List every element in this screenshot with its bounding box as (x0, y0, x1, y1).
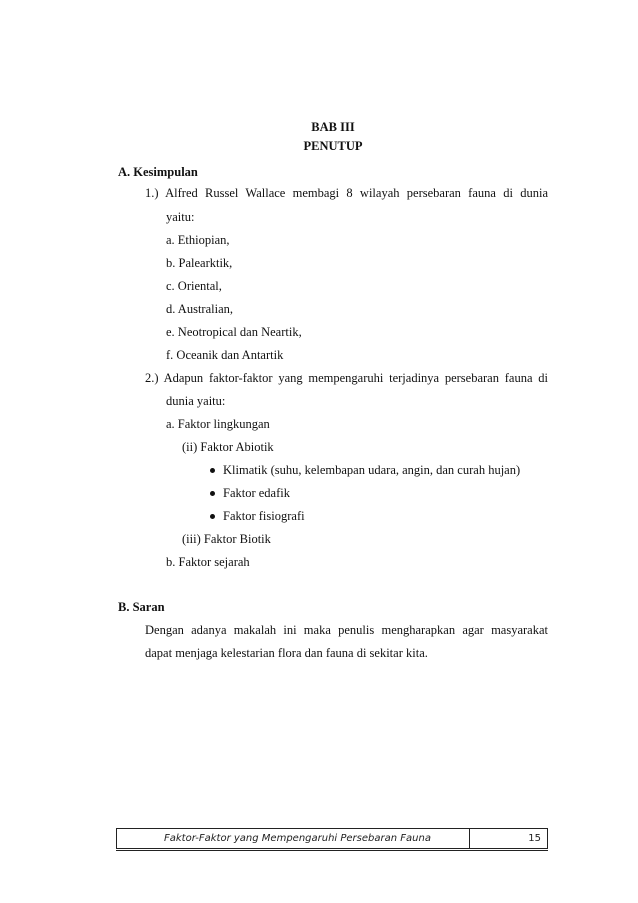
page-number: 15 (470, 829, 548, 848)
section-a-heading: A. Kesimpulan (118, 165, 198, 179)
chapter-title: BAB III (311, 120, 355, 134)
bullet-icon (210, 468, 215, 473)
list-item: c. Oriental, (166, 279, 222, 293)
list-item: e. Neotropical dan Neartik, (166, 325, 302, 339)
item2-line2: dunia yaitu: (166, 394, 226, 408)
factor-environment: a. Faktor lingkungan (166, 417, 270, 431)
list-item: d. Australian, (166, 302, 234, 316)
bullet-item (210, 463, 520, 478)
bullet-item (210, 509, 305, 524)
factor-abiotic: (ii) Faktor Abiotik (182, 440, 274, 454)
item1-line1: 1.) Alfred Russel Wallace membagi 8 wilayah persebaran fauna di dunia (145, 186, 548, 200)
bullet-text: Faktor fisiografi (223, 509, 305, 523)
list-item: b. Palearktik, (166, 256, 233, 270)
footer-title: Faktor-Faktor yang Mempengaruhi Persebaran Fauna (116, 829, 470, 848)
section-b-heading: B. Saran (118, 600, 165, 614)
bullet-item (210, 486, 290, 501)
item1-line2: yaitu: (166, 210, 195, 224)
factor-history: b. Faktor sejarah (166, 555, 250, 569)
chapter-subtitle: PENUTUP (303, 139, 363, 153)
bullet-text: Faktor edafik (223, 486, 290, 500)
list-item: a. Ethiopian, (166, 233, 230, 247)
bullet-icon (210, 491, 215, 496)
page-footer (116, 828, 548, 851)
saran-line1: Dengan adanya makalah ini maka penulis mengharapkan agar masyarakat (145, 623, 548, 637)
saran-line2: dapat menjaga kelestarian flora dan fauna di sekitar kita. (145, 646, 428, 660)
bullet-icon (210, 514, 215, 519)
bullet-text: Klimatik (suhu, kelembapan udara, angin, dan curah hujan) (223, 463, 521, 477)
list-item: f. Oceanik dan Antartik (166, 348, 284, 362)
item2-line1: 2.) Adapun faktor-faktor yang mempengaruhi terjadinya persebaran fauna di (145, 371, 548, 385)
factor-biotic: (iii) Faktor Biotik (182, 532, 271, 546)
